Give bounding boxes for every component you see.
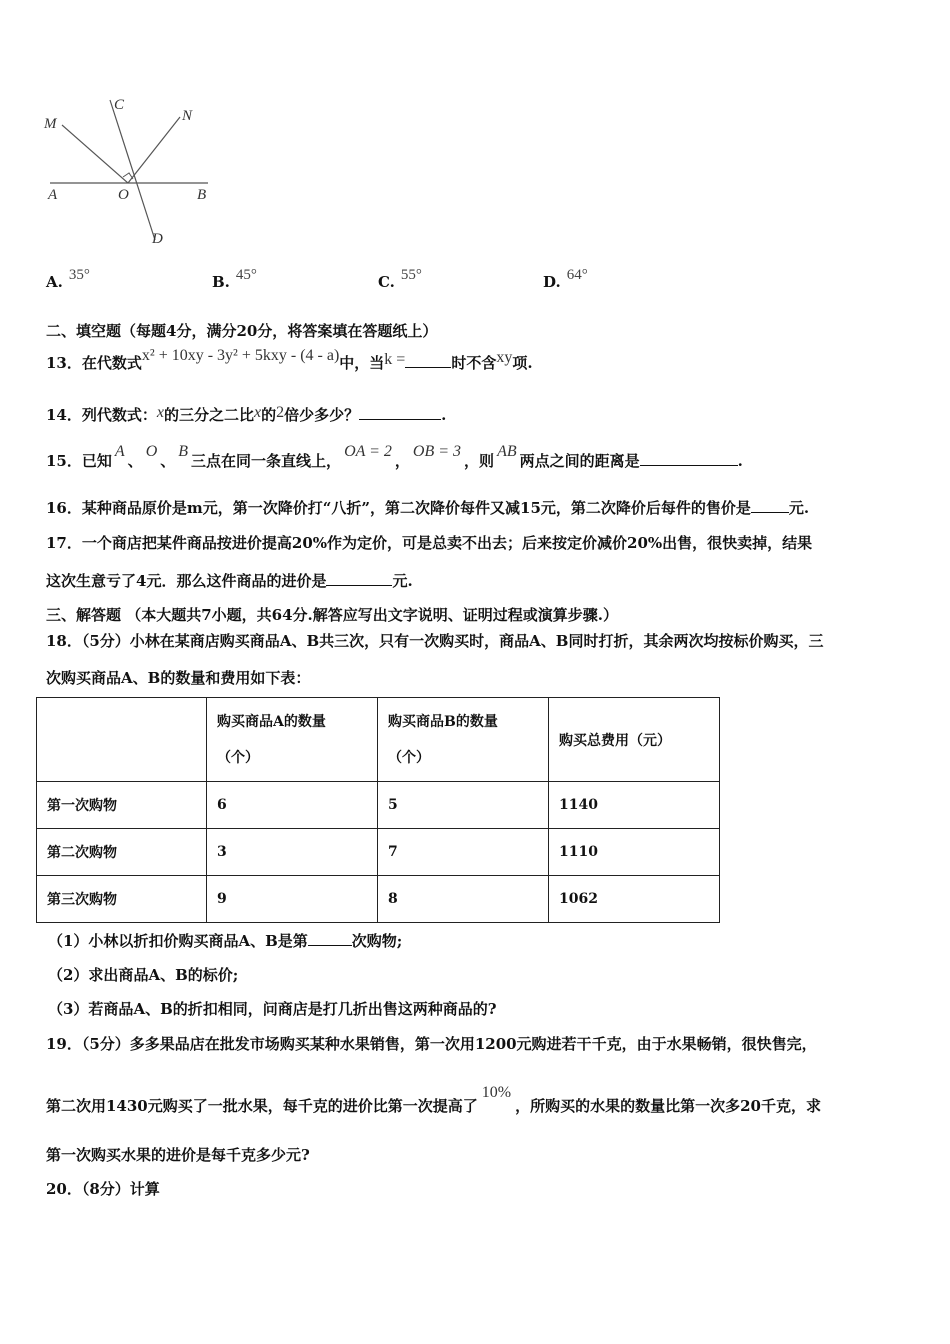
q13-end: 项. — [512, 354, 533, 372]
q17-answer-blank[interactable] — [326, 573, 392, 586]
q19-percent: 10% — [481, 1084, 512, 1101]
option-value: 64° — [566, 267, 588, 283]
question-20: 20．（8分）计算 — [46, 1180, 160, 1198]
table-cell: 第一次购物 — [37, 782, 207, 829]
question-19-line2 — [46, 1084, 821, 1116]
table-cell: 1110 — [549, 829, 720, 876]
option-letter: D. — [543, 273, 561, 291]
q19-line2-post: ，所购买的水果的数量比第一次多20千克，求 — [515, 1097, 821, 1115]
q18-sub2: （2）求出商品A、B的标价; — [48, 966, 239, 984]
question-13 — [46, 347, 533, 373]
q16-end: 元. — [788, 499, 810, 517]
q15-sep1: 、 — [127, 452, 143, 470]
q15-answer-blank[interactable] — [640, 453, 738, 466]
q14-num: 14． — [46, 406, 82, 424]
q15-o: O — [145, 443, 158, 460]
q15-oa: OA = 2 — [344, 443, 392, 460]
q13-expression: x² + 10xy - 3y² + 5kxy - (4 - a) — [141, 347, 340, 364]
question-15 — [46, 443, 743, 471]
table-header-cell: 购买总费用（元） — [549, 698, 720, 782]
q14-post: 倍少多少？ — [284, 406, 360, 424]
section3-heading: 三、解答题 （本大题共7小题，共64分.解答应写出文字说明、证明过程或演算步骤.） — [46, 606, 618, 624]
header-label: 购买商品A的数量 — [217, 713, 326, 730]
q16-answer-blank[interactable] — [751, 500, 789, 513]
table-header-cell — [378, 698, 549, 782]
option-letter: B. — [212, 273, 230, 291]
table-row — [37, 782, 720, 829]
question-18-line2: 次购买商品A、B的数量和费用如下表： — [46, 669, 311, 687]
table-cell: 9 — [207, 876, 378, 923]
q14-pre: 列代数式： — [81, 406, 157, 424]
q15-pre: 已知 — [81, 452, 112, 470]
q14-two: 2 — [276, 404, 285, 421]
option-letter: A. — [46, 273, 63, 291]
q15-post: 两点之间的距离是 — [519, 452, 640, 470]
option-c[interactable] — [378, 267, 422, 292]
question-14 — [46, 404, 446, 425]
q18-sub1-post: 次购物; — [351, 932, 403, 950]
q15-end: . — [737, 452, 743, 470]
line-cd — [110, 100, 155, 240]
q15-num: 15． — [46, 452, 82, 470]
option-value: 45° — [235, 267, 257, 283]
q16-text: 16．某种商品原价是m元，第一次降价打“八折”，第二次降价每件又减15元，第二次降价后每件的售价是 — [46, 499, 751, 517]
label-b: B — [197, 187, 207, 203]
option-value: 55° — [400, 267, 422, 283]
table-row — [37, 876, 720, 923]
q19-line2-pre: 第二次用1430元购买了一批水果，每千克的进价比第一次提高了 — [46, 1097, 478, 1115]
table-cell: 第二次购物 — [37, 829, 207, 876]
option-value: 35° — [68, 267, 90, 283]
q13-answer-blank[interactable] — [405, 355, 451, 368]
table-header-cell — [207, 698, 378, 782]
question-19-line3: 第一次购买水果的进价是每千克多少元? — [46, 1146, 310, 1164]
q14-end: . — [441, 406, 447, 424]
label-m: M — [44, 116, 57, 132]
q18-sub1 — [48, 930, 402, 951]
q13-pre: 在代数式 — [81, 354, 142, 372]
option-d[interactable] — [543, 267, 588, 292]
table-cell: 7 — [378, 829, 549, 876]
q13-k: k = — [384, 351, 406, 368]
q18-sub1-pre: （1）小林以折扣价购买商品A、B是第 — [48, 932, 308, 950]
option-letter: C. — [378, 273, 395, 291]
q14-x1: x — [156, 404, 164, 421]
q15-mid: 三点在同一条直线上， — [191, 452, 342, 470]
question-16 — [46, 497, 809, 518]
table-header-row — [37, 698, 720, 782]
angle-figure — [40, 95, 220, 250]
question-19-line1: 19．（5分）多多果品店在批发市场购买某种水果销售，第一次用1200元购进若干千克，由于水果畅销，很快售完， — [46, 1035, 817, 1053]
question-18-line1: 18．（5分）小林在某商店购买商品A、B共三次，只有一次购买时，商品A、B同时打折，其余两次均按标价购买，三 — [46, 632, 824, 650]
table-cell: 第三次购物 — [37, 876, 207, 923]
label-o: O — [118, 187, 129, 203]
table-cell: 1062 — [549, 876, 720, 923]
purchase-table — [36, 697, 720, 923]
q17-line2-end: 元. — [392, 572, 413, 590]
label-n: N — [182, 108, 193, 124]
table-row — [37, 829, 720, 876]
label-a: A — [48, 187, 58, 203]
ray-om — [62, 125, 128, 183]
table-cell: 8 — [378, 876, 549, 923]
q15-sep2: 、 — [160, 452, 176, 470]
q15-a: A — [114, 443, 125, 460]
header-label: 购买商品B的数量 — [388, 713, 498, 730]
q15-ob: OB = 3 — [412, 443, 462, 460]
label-c: C — [114, 97, 125, 113]
table-cell: 5 — [378, 782, 549, 829]
q17-line2-pre: 这次生意亏了4元．那么这件商品的进价是 — [46, 572, 327, 590]
table-cell: 1140 — [549, 782, 720, 829]
table-cell: 6 — [207, 782, 378, 829]
q15-b: B — [178, 443, 189, 460]
q14-answer-blank[interactable] — [359, 407, 441, 420]
q14-x2: x — [254, 404, 262, 421]
ray-on — [128, 117, 180, 183]
header-unit: （个） — [217, 749, 259, 766]
question-17-line2 — [46, 570, 413, 591]
option-b[interactable] — [212, 267, 257, 292]
q14-mid2: 的 — [261, 406, 277, 424]
q15-comma: ， — [394, 452, 410, 470]
table-header-cell — [37, 698, 207, 782]
q15-ab: AB — [497, 443, 517, 460]
table-cell: 3 — [207, 829, 378, 876]
q13-post: 时不含 — [451, 354, 497, 372]
q18-answer-blank[interactable] — [308, 933, 352, 946]
q13-num: 13． — [46, 354, 82, 372]
label-d: D — [152, 231, 163, 247]
q13-xy: xy — [496, 349, 513, 366]
option-a[interactable] — [46, 267, 90, 292]
q18-sub3: （3）若商品A、B的折扣相同，问商店是打几折出售这两种商品的? — [48, 1000, 497, 1018]
header-unit: （个） — [388, 749, 430, 766]
q15-then: ，则 — [464, 452, 495, 470]
q14-mid: 的三分之二比 — [164, 406, 255, 424]
question-17-line1: 17．一个商店把某件商品按进价提高20%作为定价，可是总卖不出去；后来按定价减价20%出售，很快卖掉，结果 — [46, 534, 813, 552]
section2-heading: 二、填空题（每题4分，满分20分，将答案填在答题纸上） — [46, 322, 438, 340]
q13-mid: 中，当 — [339, 354, 385, 372]
